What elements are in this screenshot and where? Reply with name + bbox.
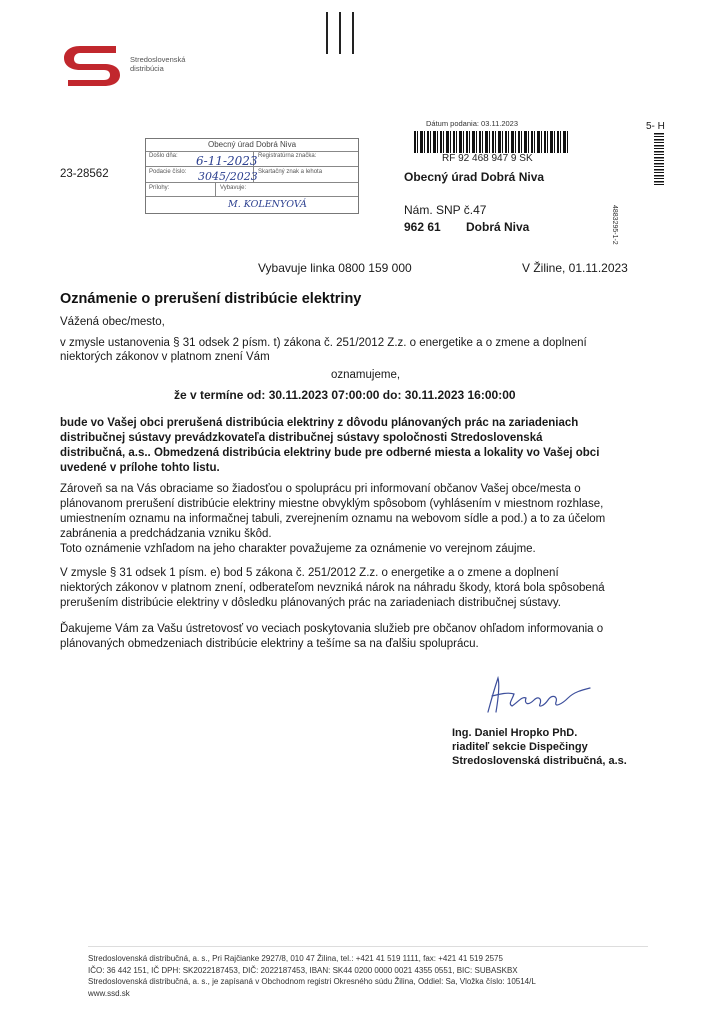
interruption-line: bude vo Vašej obci prerušená distribúcia elektriny z dôvodu plánovaných prác na zariadeniach — [60, 417, 579, 429]
handled-by-line: Vybavuje linka 0800 159 000 — [258, 261, 412, 275]
cooperation-line: Toto oznámenie vzhľadom na jeho charakter považujeme za oznámenie vo verejnom záujme. — [60, 543, 536, 555]
stamp-label-shred: Skartačný znak a lehota — [258, 169, 323, 175]
law-line: niektorých zákonov v platnom znení, odberateľom nevzniká nárok na náhradu škody, ktorá bola spôsobená — [60, 582, 605, 594]
interruption-line: distribučná, a.s.. Obmedzená distribúcia elektriny bude pre odberné miesta a lokality vo Vašej obci — [60, 447, 600, 459]
cooperation-line: Zároveň sa na Vás obraciame so žiadosťou o spoluprácu pri informovaní občanov Vašej obce/mesta o — [60, 483, 581, 495]
term-line: že v termíne od: 30.11.2023 07:00:00 do: 30.11.2023 16:00:00 — [174, 388, 516, 402]
stamp-label-number: Podacie číslo: — [149, 169, 187, 175]
salutation: Vážená obec/mesto, — [60, 316, 165, 328]
footer-website: www.ssd.sk — [88, 988, 130, 998]
vertical-barcode — [654, 133, 664, 187]
law-line: V zmysle § 31 odsek 1 písm. e) bod 5 zákona č. 251/2012 Z.z. o energetike a o zmene a doplnení — [60, 567, 559, 579]
stamp-label-registry: Registratúrna značka: — [258, 153, 317, 159]
footer-line: IČO: 36 442 151, IČ DPH: SK2022187453, DIČ: 2022187453, IBAN: SK44 0200 0000 0021 4355 0551, BIC: SUBASKBX — [88, 965, 518, 975]
postal-barcode — [414, 131, 570, 153]
interruption-line: uvedené v prílohe tohto listu. — [60, 462, 220, 474]
ssd-logo-icon — [60, 40, 124, 90]
signatory-role: riaditeľ sekcie Dispečingy — [452, 741, 588, 753]
logo-text-line2: distribúcia — [130, 64, 164, 73]
law-line: prerušením distribúcie elektriny v dôsledku plánovaných prác na zariadeniach distribučnej sústavy. — [60, 597, 561, 609]
company-logo — [60, 40, 220, 90]
reference-number: 23-28562 — [60, 168, 109, 180]
recipient-name: Obecný úrad Dobrá Niva — [404, 170, 545, 184]
intro-line-2: niektorých zákonov v platnom znení Vám — [60, 351, 270, 363]
stamp-number-value: 3045/2023 — [198, 170, 258, 183]
stamp-handled-value: M. KOLENYOVÁ — [228, 199, 307, 210]
recipient-city: Dobrá Niva — [466, 220, 530, 234]
stamp-label-handled: Vybavuje: — [220, 185, 247, 191]
stamp-label-date: Došlo dňa: — [149, 153, 178, 159]
footer — [88, 953, 688, 999]
postal-submission-date: Dátum podania: 03.11.2023 — [426, 119, 519, 128]
announce-text: oznamujeme, — [331, 369, 401, 381]
interruption-paragraph — [60, 416, 630, 476]
cooperation-line: umiestnením oznamu na informačnej tabuli, zverejnením oznamu na webovom sídle a pod.) a to za účelom — [60, 513, 606, 525]
logo-text-line1: Stredoslovenská — [130, 55, 186, 64]
thanks-line: plánovaných obmedzeniach distribúcie elektriny a tešíme sa na ďalšiu spoluprácu. — [60, 638, 479, 650]
thanks-paragraph — [60, 622, 630, 652]
interruption-line: distribučnej sústavy prevádzkovateľa distribučnej sústavy spoločnosti Stredoslovenská — [60, 432, 543, 444]
signatory-block — [452, 726, 627, 768]
recipient-street: Nám. SNP č.47 — [404, 203, 487, 217]
signatory-name: Ing. Daniel Hropko PhD. — [452, 727, 578, 739]
law-paragraph — [60, 566, 630, 611]
scan-marks — [326, 12, 356, 54]
postal-barcode-number: RF 92 468 947 9 SK — [442, 153, 533, 164]
cooperation-line: zabránenia a predchádzania vzniku škôd. — [60, 528, 272, 540]
place-date: V Žiline, 01.11.2023 — [522, 261, 628, 275]
cooperation-line: plánovanom prerušení distribúcie elektriny miestne obvyklým spôsobom (vyhlásením v miestnom rozhlase, — [60, 498, 604, 510]
document-title: Oznámenie o prerušení distribúcie elektriny — [60, 291, 362, 307]
footer-divider — [88, 946, 648, 947]
inbox-stamp — [145, 138, 359, 214]
cooperation-paragraph — [60, 482, 630, 557]
vertical-code: 4883295-1-2 — [611, 205, 618, 245]
thanks-line: Ďakujeme Vám za Vašu ústretovosť vo veciach poskytovania služieb pre občanov ohľadom informovania o — [60, 623, 604, 635]
recipient-zip: 962 61 — [404, 220, 441, 234]
stamp-label-attachments: Prílohy: — [149, 185, 170, 191]
stamp-title: Obecný úrad Dobrá Niva — [207, 140, 297, 149]
footer-line: Stredoslovenská distribučná, a. s., je zapísaná v Obchodnom registri Okresného súdu Žilina, Oddiel: Sa, Vložka číslo: 10514/L — [88, 977, 536, 986]
signatory-company: Stredoslovenská distribučná, a.s. — [452, 755, 627, 767]
stamp-date-value: 6-11-2023 — [196, 154, 258, 168]
footer-line: Stredoslovenská distribučná, a. s., Pri Rajčianke 2927/8, 010 47 Žilina, tel.: +421 41 519 1111, fax: +421 41 519 2575 — [88, 954, 503, 963]
handwritten-signature — [478, 672, 598, 722]
intro-line-1: v zmysle ustanovenia § 31 odsek 2 písm. t) zákona č. 251/2012 Z.z. o energetike a o zmene a doplnení — [60, 337, 587, 349]
postal-side-code: 5- H — [646, 121, 665, 132]
